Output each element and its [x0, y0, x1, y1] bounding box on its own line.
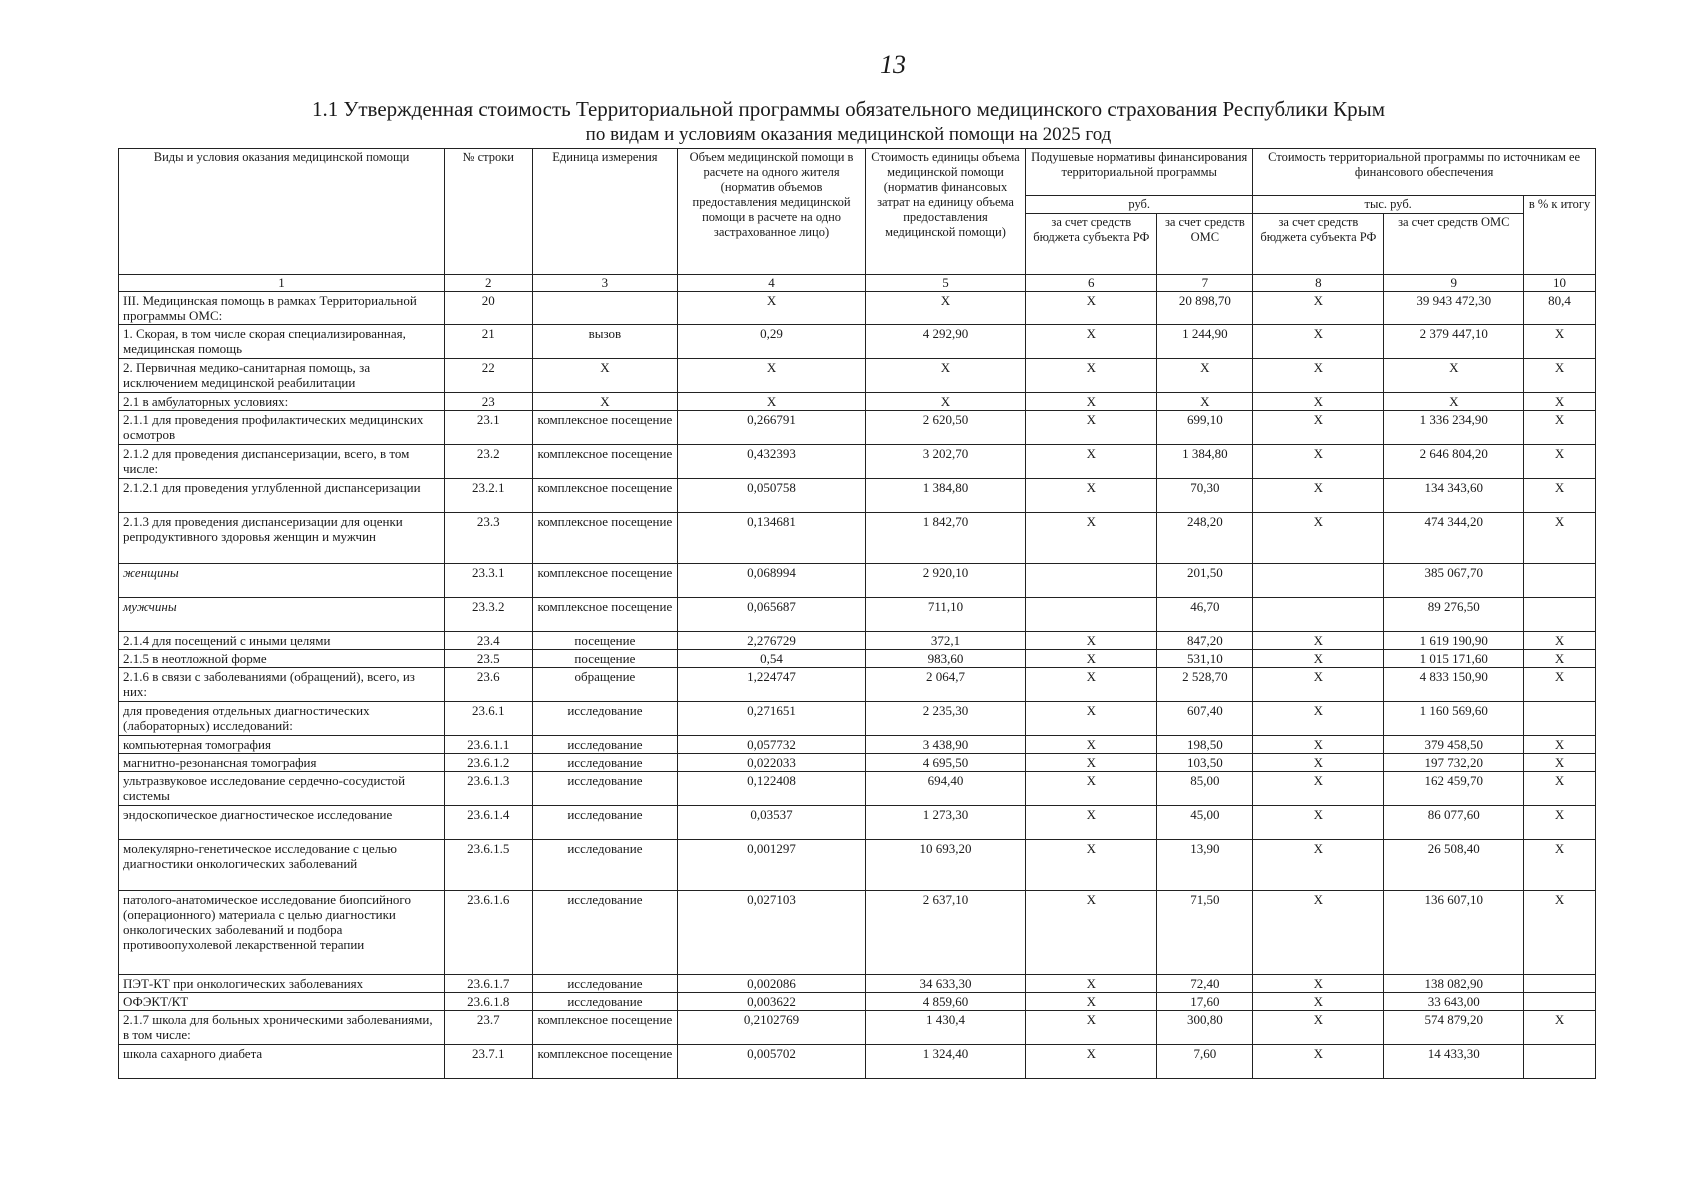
row-unit: исследование [532, 840, 678, 891]
col-number: 4 [678, 275, 865, 292]
table-row [119, 292, 1596, 325]
table-row [119, 754, 1596, 772]
row-volume: 0,002086 [678, 975, 865, 993]
row-unit-cost: 1 430,4 [865, 1011, 1025, 1045]
row-percent: X [1524, 632, 1596, 650]
row-percent: X [1524, 393, 1596, 411]
row-cost-oms: 33 643,00 [1384, 993, 1524, 1011]
row-unit-cost: 2 920,10 [865, 564, 1025, 598]
row-percapita-oms: 72,40 [1157, 975, 1253, 993]
row-percapita-oms: 847,20 [1157, 632, 1253, 650]
row-volume: X [678, 359, 865, 393]
row-volume: 0,271651 [678, 702, 865, 736]
row-cost-budget: X [1253, 993, 1384, 1011]
row-unit: посещение [532, 632, 678, 650]
header-program-cost: Стоимость территориальной программы по источникам ее финансового обеспечения [1253, 149, 1596, 196]
row-number: 23.7.1 [445, 1045, 532, 1079]
row-percapita-oms: 71,50 [1157, 891, 1253, 975]
row-percapita-oms: 531,10 [1157, 650, 1253, 668]
row-unit: исследование [532, 702, 678, 736]
row-cost-oms: 14 433,30 [1384, 1045, 1524, 1079]
row-percapita-oms: 607,40 [1157, 702, 1253, 736]
row-cost-oms: 134 343,60 [1384, 479, 1524, 513]
row-percent: X [1524, 411, 1596, 445]
row-number: 23.7 [445, 1011, 532, 1045]
row-percapita-oms: 103,50 [1157, 754, 1253, 772]
row-unit-cost: 694,40 [865, 772, 1025, 806]
col-number: 6 [1026, 275, 1157, 292]
header-percent: в % к итогу [1524, 196, 1596, 275]
row-percapita-budget: X [1026, 668, 1157, 702]
table-row [119, 975, 1596, 993]
row-name: женщины [119, 564, 445, 598]
row-percent: X [1524, 668, 1596, 702]
row-cost-budget [1253, 564, 1384, 598]
row-volume: 2,276729 [678, 632, 865, 650]
row-percapita-budget: X [1026, 1011, 1157, 1045]
row-volume: 0,134681 [678, 513, 865, 564]
row-cost-budget: X [1253, 975, 1384, 993]
row-unit-cost: 1 384,80 [865, 479, 1025, 513]
row-unit-cost: 10 693,20 [865, 840, 1025, 891]
table-row [119, 479, 1596, 513]
row-percapita-oms: 2 528,70 [1157, 668, 1253, 702]
table-row [119, 650, 1596, 668]
row-unit: исследование [532, 754, 678, 772]
row-name: 2.1.5 в неотложной форме [119, 650, 445, 668]
row-number: 23.2 [445, 445, 532, 479]
row-number: 23.6.1.7 [445, 975, 532, 993]
row-cost-budget: X [1253, 325, 1384, 359]
row-unit-cost: X [865, 359, 1025, 393]
row-name: ультразвуковое исследование сердечно-сосудистой системы [119, 772, 445, 806]
row-name: 2. Первичная медико-санитарная помощь, за исключением медицинской реабилитации [119, 359, 445, 393]
row-number: 23.3.1 [445, 564, 532, 598]
table-row [119, 1011, 1596, 1045]
row-cost-oms: 39 943 472,30 [1384, 292, 1524, 325]
row-name: 1. Скорая, в том числе скорая специализированная, медицинская помощь [119, 325, 445, 359]
row-cost-oms: 136 607,10 [1384, 891, 1524, 975]
table-row [119, 325, 1596, 359]
row-percapita-budget: X [1026, 479, 1157, 513]
row-volume: 0,2102769 [678, 1011, 865, 1045]
row-percapita-oms: 198,50 [1157, 736, 1253, 754]
row-name: молекулярно-генетическое исследование с целью диагностики онкологических заболеваний [119, 840, 445, 891]
row-percapita-oms: 17,60 [1157, 993, 1253, 1011]
row-name: компьютерная томография [119, 736, 445, 754]
row-unit: обращение [532, 668, 678, 702]
row-cost-oms: 197 732,20 [1384, 754, 1524, 772]
row-cost-oms: 1 336 234,90 [1384, 411, 1524, 445]
header-thousand-rub: тыс. руб. [1253, 196, 1524, 214]
document-title: 1.1 Утвержденная стоимость Территориальной программы обязательного медицинского страхования Республики Крым [311, 97, 1386, 121]
table-row [119, 564, 1596, 598]
row-number: 23.6.1.1 [445, 736, 532, 754]
row-percapita-oms: 248,20 [1157, 513, 1253, 564]
row-unit-cost: 3 202,70 [865, 445, 1025, 479]
row-unit: исследование [532, 891, 678, 975]
row-unit-cost: 1 324,40 [865, 1045, 1025, 1079]
row-volume: 0,005702 [678, 1045, 865, 1079]
row-volume: 1,224747 [678, 668, 865, 702]
table-row [119, 668, 1596, 702]
row-percapita-budget: X [1026, 513, 1157, 564]
row-cost-budget: X [1253, 513, 1384, 564]
row-unit: исследование [532, 975, 678, 993]
row-percapita-oms: 46,70 [1157, 598, 1253, 632]
row-cost-oms: 89 276,50 [1384, 598, 1524, 632]
row-cost-budget: X [1253, 840, 1384, 891]
header-per-capita-budget: за счет средств бюджета субъекта РФ [1026, 214, 1157, 275]
row-number: 21 [445, 325, 532, 359]
row-name: 2.1.4 для посещений с иными целями [119, 632, 445, 650]
row-percent: X [1524, 479, 1596, 513]
row-name: эндоскопическое диагностическое исследование [119, 806, 445, 840]
row-volume: 0,065687 [678, 598, 865, 632]
row-number: 23.6.1.6 [445, 891, 532, 975]
header-per-capita: Подушевые нормативы финансирования территориальной программы [1026, 149, 1253, 196]
row-volume: 0,022033 [678, 754, 865, 772]
row-number: 23.4 [445, 632, 532, 650]
table-row [119, 513, 1596, 564]
row-unit: X [532, 359, 678, 393]
row-unit-cost: 983,60 [865, 650, 1025, 668]
row-percapita-oms: 45,00 [1157, 806, 1253, 840]
row-unit-cost: 1 273,30 [865, 806, 1025, 840]
row-unit-cost: 3 438,90 [865, 736, 1025, 754]
table-row [119, 632, 1596, 650]
row-cost-budget [1253, 598, 1384, 632]
row-unit-cost: 4 859,60 [865, 993, 1025, 1011]
row-cost-oms: 138 082,90 [1384, 975, 1524, 993]
table-row [119, 806, 1596, 840]
header-volume: Объем медицинской помощи в расчете на одного жителя (норматив объемов предоставления медицинской помощи в расчете на одно застрахованное лицо) [678, 149, 865, 275]
row-percent: X [1524, 359, 1596, 393]
row-cost-budget: X [1253, 772, 1384, 806]
row-unit: посещение [532, 650, 678, 668]
row-percapita-budget [1026, 564, 1157, 598]
row-percapita-budget: X [1026, 325, 1157, 359]
row-name: 2.1.1 для проведения профилактических медицинских осмотров [119, 411, 445, 445]
row-percapita-budget: X [1026, 411, 1157, 445]
row-number: 23.6.1 [445, 702, 532, 736]
col-number: 5 [865, 275, 1025, 292]
row-cost-budget: X [1253, 445, 1384, 479]
row-cost-oms: X [1384, 393, 1524, 411]
row-volume: 0,027103 [678, 891, 865, 975]
row-percapita-oms: 13,90 [1157, 840, 1253, 891]
row-unit-cost: 34 633,30 [865, 975, 1025, 993]
row-name: 2.1 в амбулаторных условиях: [119, 393, 445, 411]
row-percent: X [1524, 513, 1596, 564]
table-row [119, 359, 1596, 393]
row-percapita-oms: 70,30 [1157, 479, 1253, 513]
header-per-capita-oms: за счет средств ОМС [1157, 214, 1253, 275]
row-volume: 0,03537 [678, 806, 865, 840]
col-number: 8 [1253, 275, 1384, 292]
row-percapita-oms: X [1157, 393, 1253, 411]
row-cost-budget: X [1253, 1011, 1384, 1045]
row-volume: 0,057732 [678, 736, 865, 754]
row-cost-oms: 162 459,70 [1384, 772, 1524, 806]
row-number: 23.6.1.2 [445, 754, 532, 772]
row-cost-budget: X [1253, 702, 1384, 736]
table-row [119, 1045, 1596, 1079]
row-unit: комплексное посещение [532, 1011, 678, 1045]
row-unit: исследование [532, 772, 678, 806]
row-volume: 0,122408 [678, 772, 865, 806]
row-unit: вызов [532, 325, 678, 359]
row-unit-cost: 2 235,30 [865, 702, 1025, 736]
row-percapita-budget: X [1026, 445, 1157, 479]
row-name: ОФЭКТ/КТ [119, 993, 445, 1011]
row-cost-budget: X [1253, 411, 1384, 445]
row-number: 23.6.1.5 [445, 840, 532, 891]
row-percapita-budget [1026, 598, 1157, 632]
row-number: 23.6.1.8 [445, 993, 532, 1011]
row-unit: комплексное посещение [532, 564, 678, 598]
row-percent: X [1524, 840, 1596, 891]
row-volume: 0,29 [678, 325, 865, 359]
row-cost-budget: X [1253, 650, 1384, 668]
table-row [119, 840, 1596, 891]
row-unit: комплексное посещение [532, 445, 678, 479]
table-row [119, 393, 1596, 411]
row-volume: 0,003622 [678, 993, 865, 1011]
row-name: магнитно-резонансная томография [119, 754, 445, 772]
row-percent: X [1524, 325, 1596, 359]
header-row-number: № строки [445, 149, 532, 275]
table-row [119, 702, 1596, 736]
row-number: 23.6.1.3 [445, 772, 532, 806]
row-percent: X [1524, 772, 1596, 806]
row-unit-cost: 1 842,70 [865, 513, 1025, 564]
row-percapita-budget: X [1026, 772, 1157, 806]
row-percapita-budget: X [1026, 891, 1157, 975]
col-number: 9 [1384, 275, 1524, 292]
row-percapita-oms: 300,80 [1157, 1011, 1253, 1045]
row-cost-oms: 26 508,40 [1384, 840, 1524, 891]
row-percent [1524, 993, 1596, 1011]
row-name: 2.1.2.1 для проведения углубленной диспансеризации [119, 479, 445, 513]
row-cost-budget: X [1253, 359, 1384, 393]
row-cost-oms: 474 344,20 [1384, 513, 1524, 564]
row-percapita-budget: X [1026, 736, 1157, 754]
row-percapita-oms: 20 898,70 [1157, 292, 1253, 325]
col-number: 10 [1524, 275, 1596, 292]
row-unit-cost: 2 637,10 [865, 891, 1025, 975]
row-percent [1524, 702, 1596, 736]
row-percapita-budget: X [1026, 993, 1157, 1011]
row-cost-budget: X [1253, 1045, 1384, 1079]
table-row [119, 598, 1596, 632]
row-percapita-oms: 1 244,90 [1157, 325, 1253, 359]
row-cost-oms: X [1384, 359, 1524, 393]
header-rub: руб. [1026, 196, 1253, 214]
row-percent: X [1524, 445, 1596, 479]
row-percent [1524, 598, 1596, 632]
row-cost-oms: 574 879,20 [1384, 1011, 1524, 1045]
row-percent: X [1524, 1011, 1596, 1045]
row-number: 22 [445, 359, 532, 393]
row-number: 23.3.2 [445, 598, 532, 632]
row-number: 23.3 [445, 513, 532, 564]
page-number: 13 [880, 50, 906, 79]
row-cost-oms: 2 646 804,20 [1384, 445, 1524, 479]
row-percent: X [1524, 754, 1596, 772]
row-percapita-oms: 1 384,80 [1157, 445, 1253, 479]
header-unit-cost: Стоимость единицы объема медицинской помощи (норматив финансовых затрат на единицу объема предоставления медицинской помощи) [865, 149, 1025, 275]
row-percapita-budget: X [1026, 975, 1157, 993]
row-name: 2.1.3 для проведения диспансеризации для оценки репродуктивного здоровья женщин и мужчин [119, 513, 445, 564]
row-cost-budget: X [1253, 479, 1384, 513]
header-kinds: Виды и условия оказания медицинской помощи [119, 149, 445, 275]
row-name: мужчины [119, 598, 445, 632]
row-cost-budget: X [1253, 632, 1384, 650]
row-unit-cost: 372,1 [865, 632, 1025, 650]
row-name: 2.1.2 для проведения диспансеризации, всего, в том числе: [119, 445, 445, 479]
row-unit-cost: X [865, 292, 1025, 325]
row-percapita-budget: X [1026, 702, 1157, 736]
row-cost-oms: 379 458,50 [1384, 736, 1524, 754]
table-row [119, 772, 1596, 806]
row-cost-oms: 385 067,70 [1384, 564, 1524, 598]
row-percent: X [1524, 736, 1596, 754]
row-percent: X [1524, 891, 1596, 975]
row-number: 23.6.1.4 [445, 806, 532, 840]
row-volume: 0,54 [678, 650, 865, 668]
row-percapita-budget: X [1026, 632, 1157, 650]
row-number: 20 [445, 292, 532, 325]
row-unit: комплексное посещение [532, 479, 678, 513]
row-volume: 0,001297 [678, 840, 865, 891]
row-percapita-oms: 7,60 [1157, 1045, 1253, 1079]
row-cost-oms: 1 160 569,60 [1384, 702, 1524, 736]
row-unit-cost: 2 064,7 [865, 668, 1025, 702]
row-cost-budget: X [1253, 393, 1384, 411]
table-row [119, 891, 1596, 975]
row-percapita-budget: X [1026, 754, 1157, 772]
row-volume: X [678, 393, 865, 411]
row-percapita-oms: 201,50 [1157, 564, 1253, 598]
row-percent: X [1524, 650, 1596, 668]
row-volume: 0,432393 [678, 445, 865, 479]
row-volume: 0,050758 [678, 479, 865, 513]
row-name: III. Медицинская помощь в рамках Территориальной программы ОМС: [119, 292, 445, 325]
row-unit: исследование [532, 806, 678, 840]
col-number: 2 [445, 275, 532, 292]
row-cost-oms: 86 077,60 [1384, 806, 1524, 840]
row-name: 2.1.6 в связи с заболеваниями (обращений), всего, из них: [119, 668, 445, 702]
row-number: 23.2.1 [445, 479, 532, 513]
table-row [119, 445, 1596, 479]
column-numbers-row [119, 275, 1596, 292]
row-percent: X [1524, 806, 1596, 840]
row-percapita-budget: X [1026, 840, 1157, 891]
row-number: 23.5 [445, 650, 532, 668]
row-unit-cost: 4 292,90 [865, 325, 1025, 359]
row-percent [1524, 564, 1596, 598]
cost-table [118, 148, 1596, 1079]
row-percent: 80,4 [1524, 292, 1596, 325]
row-number: 23.6 [445, 668, 532, 702]
row-percapita-oms: 85,00 [1157, 772, 1253, 806]
row-cost-oms: 4 833 150,90 [1384, 668, 1524, 702]
row-percent [1524, 975, 1596, 993]
row-unit-cost: 4 695,50 [865, 754, 1025, 772]
row-unit: комплексное посещение [532, 513, 678, 564]
header-cost-budget: за счет средств бюджета субъекта РФ [1253, 214, 1384, 275]
row-cost-budget: X [1253, 754, 1384, 772]
row-unit-cost: X [865, 393, 1025, 411]
row-unit: комплексное посещение [532, 411, 678, 445]
col-number: 7 [1157, 275, 1253, 292]
row-percapita-budget: X [1026, 359, 1157, 393]
row-cost-budget: X [1253, 292, 1384, 325]
row-name: 2.1.7 школа для больных хроническими заболеваниями, в том числе: [119, 1011, 445, 1045]
row-percapita-budget: X [1026, 650, 1157, 668]
row-volume: 0,068994 [678, 564, 865, 598]
col-number: 3 [532, 275, 678, 292]
row-unit: комплексное посещение [532, 598, 678, 632]
row-percapita-budget: X [1026, 393, 1157, 411]
row-cost-oms: 1 015 171,60 [1384, 650, 1524, 668]
header-cost-oms: за счет средств ОМС [1384, 214, 1524, 275]
row-unit: исследование [532, 736, 678, 754]
row-percent [1524, 1045, 1596, 1079]
row-percapita-budget: X [1026, 806, 1157, 840]
row-percapita-budget: X [1026, 292, 1157, 325]
row-name: школа сахарного диабета [119, 1045, 445, 1079]
row-volume: 0,266791 [678, 411, 865, 445]
row-cost-oms: 2 379 447,10 [1384, 325, 1524, 359]
row-number: 23.1 [445, 411, 532, 445]
table-row [119, 411, 1596, 445]
row-volume: X [678, 292, 865, 325]
row-percapita-oms: 699,10 [1157, 411, 1253, 445]
row-unit [532, 292, 678, 325]
row-name: ПЭТ-КТ при онкологических заболеваниях [119, 975, 445, 993]
header-unit: Единица измерения [532, 149, 678, 275]
table-row [119, 736, 1596, 754]
row-percapita-budget: X [1026, 1045, 1157, 1079]
table-row [119, 993, 1596, 1011]
row-unit: исследование [532, 993, 678, 1011]
row-cost-budget: X [1253, 806, 1384, 840]
row-unit-cost: 2 620,50 [865, 411, 1025, 445]
row-cost-oms: 1 619 190,90 [1384, 632, 1524, 650]
row-cost-budget: X [1253, 736, 1384, 754]
row-unit-cost: 711,10 [865, 598, 1025, 632]
row-cost-budget: X [1253, 668, 1384, 702]
row-unit: X [532, 393, 678, 411]
document-subtitle: по видам и условиям оказания медицинской помощи на 2025 год [585, 124, 1112, 145]
row-name: патолого-анатомическое исследование биопсийного (операционного) материала с целью диагностики онкологических заболеваний и подбора противоопухолевой лекарственной терапии [119, 891, 445, 975]
row-cost-budget: X [1253, 891, 1384, 975]
row-unit: комплексное посещение [532, 1045, 678, 1079]
row-number: 23 [445, 393, 532, 411]
row-name: для проведения отдельных диагностических (лабораторных) исследований: [119, 702, 445, 736]
row-percapita-oms: X [1157, 359, 1253, 393]
col-number: 1 [119, 275, 445, 292]
